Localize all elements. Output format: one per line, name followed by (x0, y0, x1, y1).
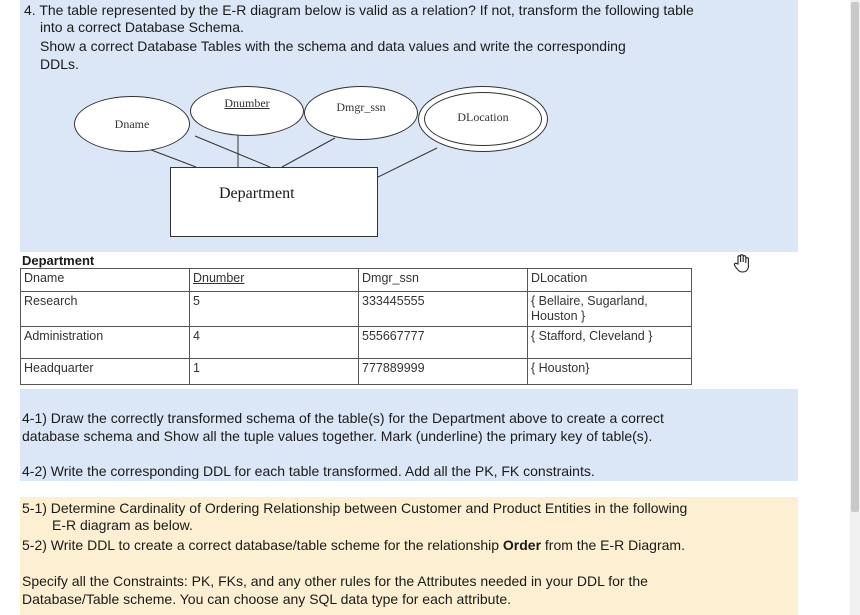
vertical-scrollbar[interactable] (850, 0, 860, 615)
cell-dnumber: 5 (190, 292, 359, 327)
table-row (21, 359, 692, 385)
cell-dlocation-line2: Houston } (531, 309, 586, 323)
cell-dmgr-ssn: 333445555 (359, 292, 528, 327)
q5-line5: Database/Table scheme. You can choose any SQL data type for each attribute. (22, 591, 512, 607)
header-dname: Dname (21, 269, 190, 292)
department-table (20, 268, 692, 385)
q5-line3 (22, 536, 685, 554)
cell-dname: Headquarter (21, 359, 190, 385)
cell-dname: Research (21, 292, 190, 327)
header-dlocation: DLocation (528, 269, 692, 292)
cell-dmgr-ssn: 777889999 (359, 359, 528, 385)
q5-line2: E-R diagram as below. (52, 517, 193, 533)
q4-line2: into a correct Database Schema. (40, 19, 244, 35)
table-title: Department (22, 253, 95, 268)
cell-dlocation (528, 292, 692, 327)
q4-line1: 4. The table represented by the E-R diagram below is valid as a relation? If not, transform the following table (24, 2, 694, 18)
header-dmgr-ssn: Dmgr_ssn (359, 269, 528, 292)
cell-dlocation: { Stafford, Cleveland } (528, 327, 692, 359)
q4-line3: Show a correct Database Tables with the schema and data values and write the corresponding (40, 38, 626, 54)
cell-dnumber: 1 (190, 359, 359, 385)
er-attr-dnumber: Dnumber (190, 86, 304, 136)
cell-dname: Administration (21, 327, 190, 359)
table-row (21, 327, 692, 359)
q5-line4: Specify all the Constraints: PK, FKs, and any other rules for the Attributes needed in your DDL for the (22, 573, 648, 589)
cell-dlocation: { Houston} (528, 359, 692, 385)
er-attr-dname: Dname (74, 96, 190, 152)
er-attr-dmgr-ssn: Dmgr_ssn (304, 86, 418, 140)
q41-line1: 4-1) Draw the correctly transformed schema of the table(s) for the Department above to create a correct (22, 410, 664, 426)
header-dnumber: Dnumber (190, 269, 359, 292)
er-entity-department: Department (170, 167, 378, 237)
er-attr-dlocation-inner: DLocation (424, 92, 542, 146)
cell-dnumber: 4 (190, 327, 359, 359)
scrollbar-thumb[interactable] (851, 2, 859, 512)
table-row (21, 292, 692, 327)
hand-cursor-icon (731, 252, 753, 274)
q4-line4: DDLs. (40, 56, 79, 72)
q5-line3-part2: from the E-R Diagram. (541, 537, 685, 553)
cell-dmgr-ssn: 555667777 (359, 327, 528, 359)
er-attr-dlocation-outer (418, 86, 548, 152)
q41-line2: database schema and Show all the tuple values together. Mark (underline) the primary key of table(s). (22, 428, 653, 444)
table-header-row (21, 269, 692, 292)
q42-line: 4-2) Write the corresponding DDL for each table transformed. Add all the PK, FK constraints. (22, 463, 595, 479)
q5-order-keyword: Order (502, 537, 542, 553)
q5-line3-part1: 5-2) Write DDL to create a correct database/table scheme for the relationship (22, 537, 503, 553)
cell-dlocation-line1: { Bellaire, Sugarland, (531, 294, 648, 308)
q5-line1: 5-1) Determine Cardinality of Ordering Relationship between Customer and Product Entities in the following (22, 500, 688, 516)
